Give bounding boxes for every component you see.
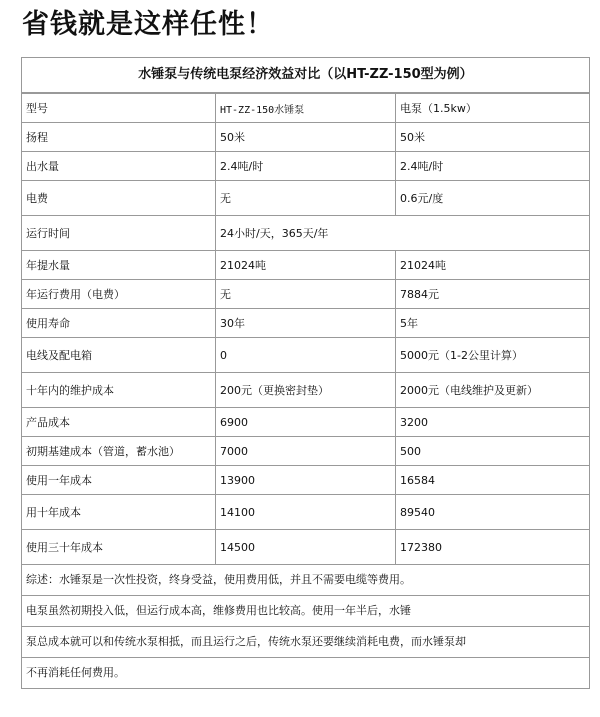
electric-pump-cell: 16584 (396, 466, 590, 495)
comparison-table (21, 57, 590, 689)
table-row (22, 309, 589, 338)
table-row (22, 181, 589, 216)
row-label: 年运行费用（电费） (22, 280, 216, 309)
table-row (22, 216, 589, 251)
electric-pump-cell: 500 (396, 437, 590, 466)
summary-block (22, 565, 589, 688)
waterhammer-cell: 14100 (216, 495, 396, 530)
summary-line: 不再消耗任何费用。 (22, 657, 589, 688)
row-label: 十年内的维护成本 (22, 373, 216, 408)
waterhammer-cell: 13900 (216, 466, 396, 495)
row-label: 年提水量 (22, 251, 216, 280)
table-row (22, 251, 589, 280)
summary-line: 电泵虽然初期投入低，但运行成本高，维修费用也比较高。使用一年半后，水锤 (22, 595, 589, 626)
electric-pump-cell: 89540 (396, 495, 590, 530)
electric-pump-cell: 5000元（1-2公里计算） (396, 338, 590, 373)
electric-pump-cell: 2000元（电线维护及更新） (396, 373, 590, 408)
table-row (22, 466, 589, 495)
row-label: 扬程 (22, 123, 216, 152)
waterhammer-cell: 6900 (216, 408, 396, 437)
waterhammer-cell: 50米 (216, 123, 396, 152)
waterhammer-cell: 0 (216, 338, 396, 373)
row-label: 电费 (22, 181, 216, 216)
row-label: 产品成本 (22, 408, 216, 437)
summary-line: 泵总成本就可以和传统水泵相抵，而且运行之后，传统水泵还要继续消耗电费，而水锤泵却 (22, 626, 589, 657)
table-row (22, 280, 589, 309)
electric-pump-cell: 2.4吨/时 (396, 152, 590, 181)
row-label: 型号 (22, 94, 216, 123)
waterhammer-cell: 21024吨 (216, 251, 396, 280)
waterhammer-cell: 14500 (216, 530, 396, 565)
electric-pump-cell: 0.6元/度 (396, 181, 590, 216)
electric-pump-cell: 电泵（1.5kw） (396, 94, 590, 123)
electric-pump-cell: 21024吨 (396, 251, 590, 280)
waterhammer-cell: 30年 (216, 309, 396, 338)
table-caption: 水锤泵与传统电泵经济效益对比（以HT-ZZ-150型为例） (22, 58, 589, 93)
electric-pump-cell: 5年 (396, 309, 590, 338)
waterhammer-cell: 7000 (216, 437, 396, 466)
electric-pump-cell: 172380 (396, 530, 590, 565)
table-row (22, 152, 589, 181)
row-label: 使用一年成本 (22, 466, 216, 495)
row-label: 使用三十年成本 (22, 530, 216, 565)
row-label: 出水量 (22, 152, 216, 181)
table-row (22, 530, 589, 565)
table-row (22, 373, 589, 408)
electric-pump-cell: 7884元 (396, 280, 590, 309)
row-label: 运行时间 (22, 216, 216, 251)
page-headline: 省钱就是这样任性！ (22, 9, 274, 40)
row-label: 用十年成本 (22, 495, 216, 530)
row-label: 初期基建成本（管道，蓄水池） (22, 437, 216, 466)
electric-pump-cell: 3200 (396, 408, 590, 437)
table-row (22, 408, 589, 437)
summary-line: 综述：水锤泵是一次性投资，终身受益，使用费用低，并且不需要电缆等费用。 (26, 573, 411, 586)
row-label: 使用寿命 (22, 309, 216, 338)
electric-pump-cell: 50米 (396, 123, 590, 152)
waterhammer-cell: 无 (216, 280, 396, 309)
table-row (22, 495, 589, 530)
waterhammer-cell: 无 (216, 181, 396, 216)
comparison-grid (22, 93, 589, 565)
merged-cell: 24小时/天，365天/年 (216, 216, 590, 251)
table-row (22, 437, 589, 466)
row-label: 电线及配电箱 (22, 338, 216, 373)
waterhammer-cell: HT-ZZ-150水锤泵 (216, 94, 396, 123)
table-row (22, 123, 589, 152)
table-row (22, 94, 589, 123)
waterhammer-cell: 2.4吨/时 (216, 152, 396, 181)
table-row (22, 338, 589, 373)
waterhammer-cell: 200元（更换密封垫） (216, 373, 396, 408)
